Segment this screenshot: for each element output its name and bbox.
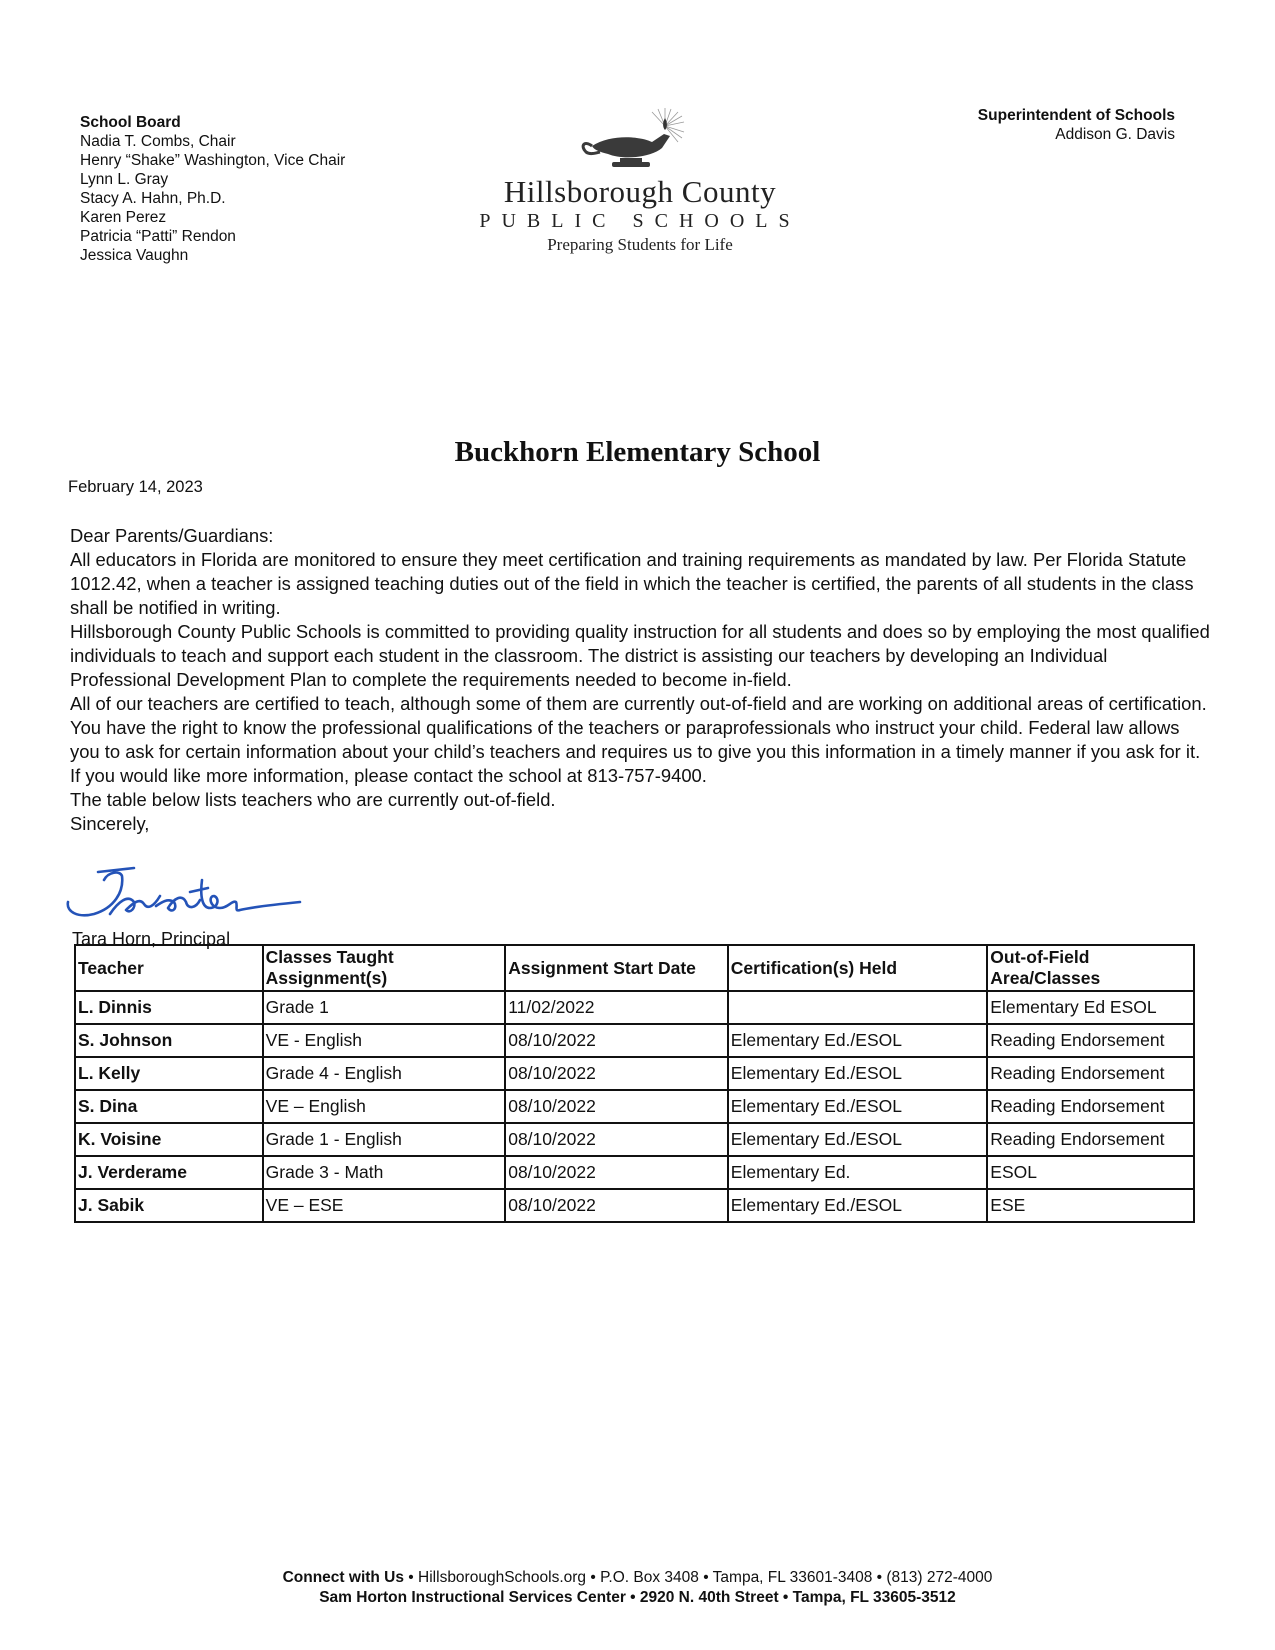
paragraph: Hillsborough County Public Schools is committed to providing quality instruction for all students and does so by employing the most qualified individuals to teach and support each student in the classroom. The district is assisting our teachers by developing an Individual Professional Development Plan to complete the requirements needed to become in-field. xyxy=(70,621,1210,690)
out-of-field-cell: Reading Endorsement xyxy=(987,1090,1194,1123)
classes-cell: VE - English xyxy=(263,1024,506,1057)
lamp-of-learning-icon xyxy=(565,106,715,172)
board-member: Jessica Vaughn xyxy=(80,247,189,264)
column-header: Out-of-Field Area/Classes xyxy=(987,945,1194,991)
certification-cell: Elementary Ed./ESOL xyxy=(728,1189,988,1222)
signer-name: Tara Horn, Principal xyxy=(72,929,231,949)
teacher-cell: S. Johnson xyxy=(75,1024,263,1057)
board-member: Lynn L. Gray xyxy=(80,171,169,188)
table-row xyxy=(75,1090,1194,1123)
classes-cell: Grade 3 - Math xyxy=(263,1156,506,1189)
paragraph: The table below lists teachers who are currently out-of-field. xyxy=(70,789,556,810)
board-member: Patricia “Patti” Rendon xyxy=(80,228,236,245)
school-board-block xyxy=(80,113,345,265)
out-of-field-cell: Reading Endorsement xyxy=(987,1024,1194,1057)
superintendent-heading: Superintendent of Schools xyxy=(977,107,1175,124)
out-of-field-cell: ESOL xyxy=(987,1156,1194,1189)
table-row xyxy=(75,991,1194,1024)
start-date-cell: 08/10/2022 xyxy=(505,1189,728,1222)
start-date-cell: 08/10/2022 xyxy=(505,1024,728,1057)
certification-cell: Elementary Ed. xyxy=(728,1156,988,1189)
start-date-cell: 08/10/2022 xyxy=(505,1090,728,1123)
out-of-field-cell: Reading Endorsement xyxy=(987,1123,1194,1156)
start-date-cell: 08/10/2022 xyxy=(505,1123,728,1156)
teacher-cell: J. Sabik xyxy=(75,1189,263,1222)
out-of-field-cell: ESE xyxy=(987,1189,1194,1222)
classes-cell: Grade 1 - English xyxy=(263,1123,506,1156)
classes-cell: Grade 1 xyxy=(263,991,506,1024)
column-header: Teacher xyxy=(75,945,263,991)
superintendent-name: Addison G. Davis xyxy=(1055,126,1175,143)
teacher-cell: L. Kelly xyxy=(75,1057,263,1090)
footer-line-2 xyxy=(0,1588,1275,1608)
out-of-field-table xyxy=(74,944,1195,1223)
board-member: Karen Perez xyxy=(80,209,167,226)
letter-body xyxy=(70,524,1210,836)
column-header: Classes Taught Assignment(s) xyxy=(263,945,506,991)
column-header: Assignment Start Date xyxy=(505,945,728,991)
footer xyxy=(0,1568,1275,1608)
table-row xyxy=(75,1024,1194,1057)
start-date-cell: 08/10/2022 xyxy=(505,1156,728,1189)
out-of-field-cell: Reading Endorsement xyxy=(987,1057,1194,1090)
certification-cell: Elementary Ed./ESOL xyxy=(728,1057,988,1090)
paragraph: All of our teachers are certified to teach, although some of them are currently out-of-field and are working on additional areas of certification. You have the right to know the professional qualifications of the teachers or paraprofessionals who instruct your child. Federal law allows you to ask for certain information about your child’s teachers and requires us to give you this information in a timely manner if you ask for it. If you would like more information, please contact the school at 813-757-9400. xyxy=(70,693,1207,786)
out-of-field-cell: Elementary Ed ESOL xyxy=(987,991,1194,1024)
logo-tagline: Preparing Students for Life xyxy=(547,235,733,254)
teacher-cell: J. Verderame xyxy=(75,1156,263,1189)
board-member: Stacy A. Hahn, Ph.D. xyxy=(80,190,226,207)
table-row xyxy=(75,1057,1194,1090)
closing: Sincerely, xyxy=(70,813,150,834)
start-date-cell: 11/02/2022 xyxy=(505,991,728,1024)
footer-line-1 xyxy=(0,1568,1275,1588)
classes-cell: Grade 4 - English xyxy=(263,1057,506,1090)
footer-contact: • HillsboroughSchools.org • P.O. Box 3408 • Tampa, FL 33601-3408 • (813) 272-4000 xyxy=(404,1569,993,1586)
teacher-cell: L. Dinnis xyxy=(75,991,263,1024)
letter-date: February 14, 2023 xyxy=(68,478,203,496)
footer-address: • 2920 N. 40th Street • Tampa, FL 33605-3512 xyxy=(625,1589,956,1606)
teacher-cell: S. Dina xyxy=(75,1090,263,1123)
classes-cell: VE – English xyxy=(263,1090,506,1123)
school-name: Buckhorn Elementary School xyxy=(454,436,821,468)
school-board-heading: School Board xyxy=(80,114,181,131)
classes-cell: VE – ESE xyxy=(263,1189,506,1222)
board-member: Henry “Shake” Washington, Vice Chair xyxy=(80,152,346,169)
certification-cell: Elementary Ed./ESOL xyxy=(728,1090,988,1123)
start-date-cell: 08/10/2022 xyxy=(505,1057,728,1090)
logo-title: Hillsborough County xyxy=(503,174,777,209)
principal-signature xyxy=(64,862,314,932)
board-member: Nadia T. Combs, Chair xyxy=(80,133,236,150)
certification-cell xyxy=(728,991,988,1024)
footer-center-name: Sam Horton Instructional Services Center xyxy=(319,1589,626,1606)
district-logo xyxy=(460,106,820,255)
table-row xyxy=(75,1156,1194,1189)
column-header: Certification(s) Held xyxy=(728,945,988,991)
table-row xyxy=(75,1123,1194,1156)
teacher-cell: K. Voisine xyxy=(75,1123,263,1156)
table-header-row xyxy=(75,945,1194,991)
footer-connect-label: Connect with Us xyxy=(282,1569,404,1586)
certification-cell: Elementary Ed./ESOL xyxy=(728,1123,988,1156)
paragraph: All educators in Florida are monitored to ensure they meet certification and training requirements as mandated by law. Per Florida Statute 1012.42, when a teacher is assigned teaching duties out of the field in which the teacher is certified, the parents of all students in the class shall be notified in writing. xyxy=(70,549,1194,618)
logo-subtitle: PUBLIC SCHOOLS xyxy=(479,210,801,232)
table-row xyxy=(75,1189,1194,1222)
superintendent-block xyxy=(978,106,1175,144)
salutation: Dear Parents/Guardians: xyxy=(70,525,274,546)
certification-cell: Elementary Ed./ESOL xyxy=(728,1024,988,1057)
